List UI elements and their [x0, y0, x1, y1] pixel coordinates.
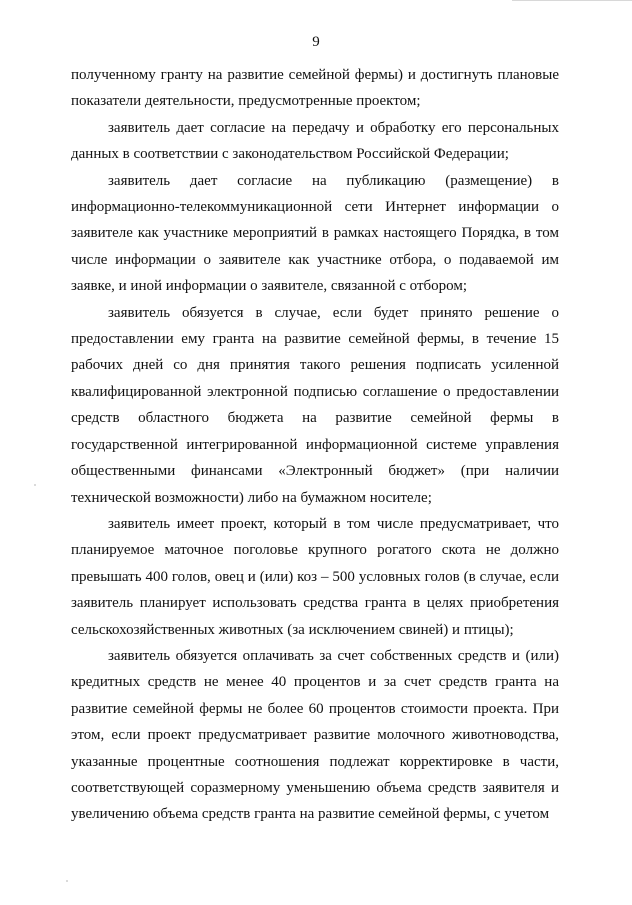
- scan-speck: [66, 880, 68, 882]
- paragraph-agreement-signing: заявитель обязуется в случае, если будет принято решение о предоставлении ему гранта на развитие семейной фермы, в течение 15 рабочих дней со дня принятия такого решения подписать усиленной квалифицированной электронной подписью соглашение о предоставлении средств областного бюджета на развитие семейной фермы в государственной интегрированной информационной системе управления общественными финансами «Электронный бюджет» (при наличии технической возможности) либо на бумажном носителе;: [71, 304, 559, 506]
- paragraph-personal-data-consent: заявитель дает согласие на передачу и обработку его персональных данных в соответствии с законодательством Российской Федерации;: [71, 119, 559, 163]
- paragraph-continuation: полученному гранту на развитие семейной фермы) и достигнуть плановые показатели деятельности, предусмотренные проектом;: [71, 67, 559, 110]
- paragraph-cofinancing: заявитель обязуется оплачивать за счет собственных средств и (или) кредитных средств не менее 40 процентов и за счет средств гранта на развитие семейной фермы не более 60 процентов стоимости проекта. При этом, если проект предусматривает развитие молочного животноводства, указанные процентные соотношения подлежат корректировке в части, соответствующей соразмерному уменьшению объема средств заявителя и увеличению объема средств гранта на развитие семейной фермы, с учетом: [71, 647, 559, 823]
- paragraph-project-requirements: заявитель имеет проект, который в том числе предусматривает, что планируемое маточное поголовье крупного рогатого скота не должно превышать 400 голов, овец и (или) коз – 500 условных голов (в случае, если заявитель планирует использовать средства гранта в целях приобретения сельскохозяйственных животных (за исключением свиней) и птицы);: [71, 515, 559, 638]
- paragraph-publication-consent: заявитель дает согласие на публикацию (размещение) в информационно-телекоммуникационной сети Интернет информации о заявителе как участнике мероприятий в рамках настоящего Порядка, в том числе информации о заявителе как участнике отбора, о подаваемой им заявке, и иной информации о заявителе, связанной с отбором;: [71, 172, 559, 295]
- scan-edge-line: [512, 0, 632, 1]
- page-number: 9: [312, 34, 320, 50]
- scan-speck: [34, 484, 36, 486]
- document-body: [71, 62, 559, 828]
